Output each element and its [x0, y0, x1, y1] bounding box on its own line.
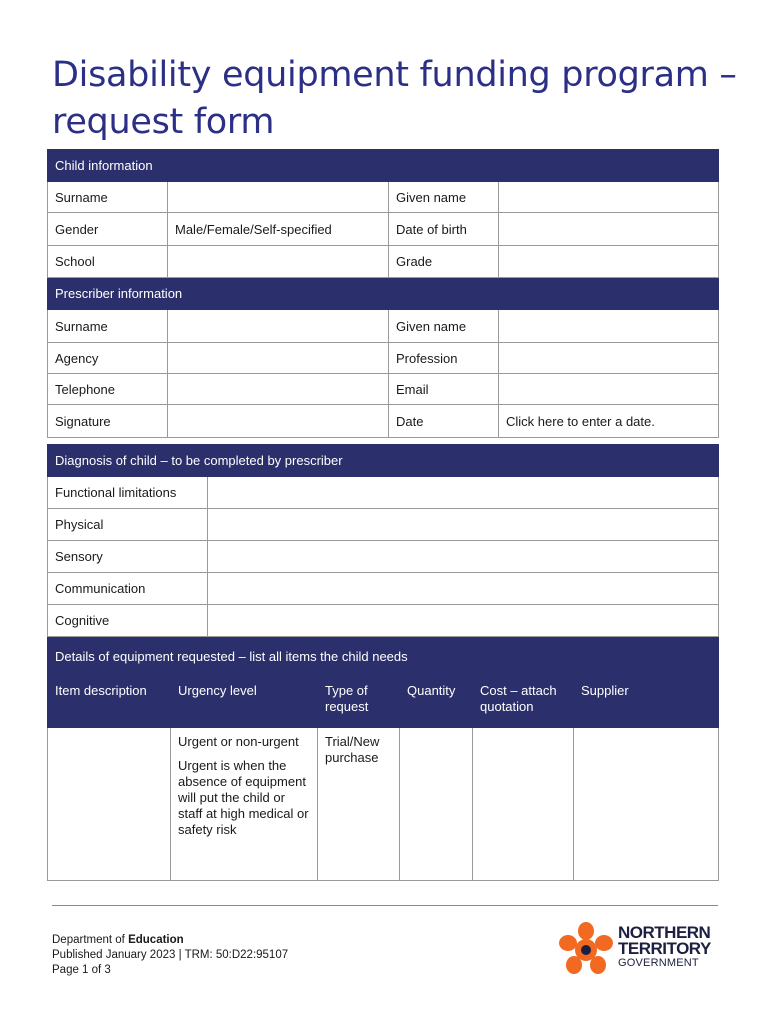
date-label: Date [389, 405, 499, 438]
cognitive-label: Cognitive [48, 605, 208, 637]
signature-field[interactable] [168, 405, 389, 438]
child-prescriber-table [47, 149, 719, 438]
signature-label: Signature [48, 405, 168, 438]
footer-dept-name: Education [128, 934, 184, 946]
logo-line-2: TERRITORY [618, 939, 711, 958]
logo-line-1: NORTHERN [618, 923, 711, 942]
logo-line-3: GOVERNMENT [618, 957, 699, 969]
profession-field[interactable] [499, 343, 719, 374]
section-diagnosis: Diagnosis of child – to be completed by prescriber [48, 445, 719, 477]
prescriber-given-name-label: Given name [389, 310, 499, 343]
telephone-label: Telephone [48, 374, 168, 405]
cognitive-field[interactable] [208, 605, 719, 637]
section-equipment: Details of equipment requested – list all items the child needs [48, 638, 719, 677]
section-child-information: Child information [48, 150, 719, 182]
item-description-field[interactable] [48, 728, 171, 881]
diagnosis-table [47, 444, 719, 637]
footer [52, 933, 288, 978]
page-title: Disability equipment funding program – request form [52, 55, 737, 142]
child-given-name-field[interactable] [499, 182, 719, 213]
child-surname-label: Surname [48, 182, 168, 213]
physical-field[interactable] [208, 509, 719, 541]
col-cost: Cost – attach quotation [473, 677, 574, 728]
footer-dept-prefix: Department of [52, 934, 125, 946]
urgency-level-field[interactable] [171, 728, 318, 881]
prescriber-surname-field[interactable] [168, 310, 389, 343]
cost-field[interactable] [473, 728, 574, 881]
communication-label: Communication [48, 573, 208, 605]
email-field[interactable] [499, 374, 719, 405]
sensory-label: Sensory [48, 541, 208, 573]
school-label: School [48, 246, 168, 278]
profession-label: Profession [389, 343, 499, 374]
footer-published: Published January 2023 | TRM: 50:D22:95107 [52, 949, 289, 961]
sensory-field[interactable] [208, 541, 719, 573]
telephone-field[interactable] [168, 374, 389, 405]
footer-page-number: Page 1 of 3 [52, 964, 111, 976]
col-quantity: Quantity [400, 677, 473, 728]
communication-field[interactable] [208, 573, 719, 605]
dob-field[interactable] [499, 213, 719, 246]
dob-label: Date of birth [389, 213, 499, 246]
nt-government-logo [556, 921, 721, 977]
footer-divider [52, 905, 718, 906]
col-urgency-level: Urgency level [171, 677, 318, 728]
col-supplier: Supplier [574, 677, 719, 728]
col-item-description: Item description [48, 677, 171, 728]
grade-label: Grade [389, 246, 499, 278]
physical-label: Physical [48, 509, 208, 541]
supplier-field[interactable] [574, 728, 719, 881]
urgency-note: Urgent is when the absence of equipment will put the child or staff at high medical or safety risk [178, 758, 309, 837]
type-of-request-field[interactable]: Trial/New purchase [318, 728, 400, 881]
email-label: Email [389, 374, 499, 405]
prescriber-surname-label: Surname [48, 310, 168, 343]
col-type-of-request: Type of request [318, 677, 400, 728]
quantity-field[interactable] [400, 728, 473, 881]
flower-logo-icon [556, 921, 616, 977]
section-prescriber-information: Prescriber information [48, 278, 719, 310]
child-given-name-label: Given name [389, 182, 499, 213]
functional-limitations-field[interactable] [208, 477, 719, 509]
agency-label: Agency [48, 343, 168, 374]
equipment-table [47, 637, 719, 881]
gender-label: Gender [48, 213, 168, 246]
grade-field[interactable] [499, 246, 719, 278]
functional-limitations-label: Functional limitations [48, 477, 208, 509]
child-surname-field[interactable] [168, 182, 389, 213]
urgency-option-text: Urgent or non-urgent [178, 734, 299, 749]
date-picker-field[interactable]: Click here to enter a date. [499, 405, 719, 438]
agency-field[interactable] [168, 343, 389, 374]
prescriber-given-name-field[interactable] [499, 310, 719, 343]
gender-field[interactable]: Male/Female/Self-specified [168, 213, 389, 246]
school-field[interactable] [168, 246, 389, 278]
